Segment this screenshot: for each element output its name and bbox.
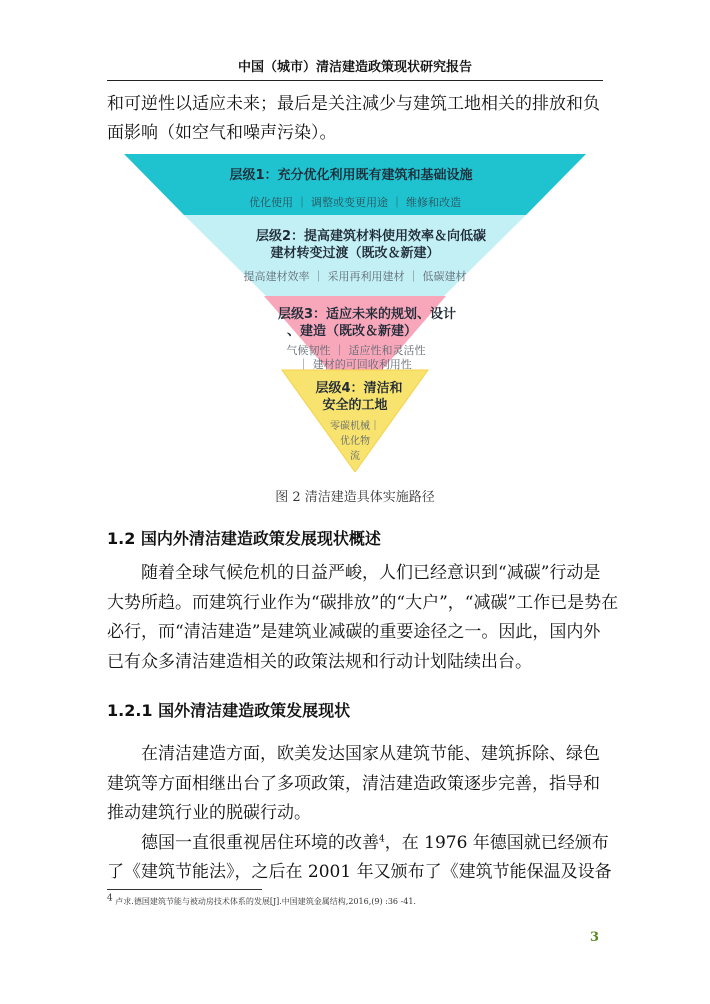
level3-subtitle-line1: 气候韧性 ｜ 适应性和灵活性	[286, 344, 426, 357]
footnote-mark: 4	[107, 893, 113, 904]
section-1-2-line-2: 大势所趋。而建筑行业作为“碳排放”的“大户”，“减碳”工作已是势在	[107, 593, 619, 613]
figure-caption: 图 2 清洁建造具体实施路径	[275, 490, 435, 505]
footnote-divider	[107, 889, 262, 890]
footnote-text: 卢求.德国建筑节能与被动房技术体系的发展[J].中国建筑金属结构,2016,(9) :36 -41.	[112, 897, 416, 906]
level4-subtitle-line2: 优化物	[340, 436, 370, 447]
footnote-reference: 4	[379, 834, 385, 845]
section-1-2-1-line-2: 建筑等方面相继出台了多项政策，清洁建造政策逐步完善，指导和	[107, 774, 600, 794]
section-1-2-line-4: 已有众多清洁建造相关的政策法规和行动计划陆续出台。	[107, 652, 532, 672]
header-divider	[107, 80, 603, 81]
section-1-2-1-line-1: 在清洁建造方面，欧美发达国家从建筑节能、建筑拆除、绿色	[141, 744, 600, 764]
level3-title-line2: 、建造（既改＆新建）	[286, 324, 418, 339]
section-1-2-line-1: 随着全球气候危机的日益严峻，人们已经意识到“减碳”行动是	[141, 563, 601, 583]
footnote	[107, 893, 416, 907]
level4-title-line1: 层级4：清洁和	[315, 381, 403, 396]
level3-title-line1: 层级3：适应未来的规划、设计	[277, 307, 457, 322]
section-1-2-1-line-3: 推动建筑行业的脱碳行动。	[107, 803, 311, 823]
level3-subtitle-line2: ｜ 建材的可回收利用性	[298, 358, 412, 371]
section-heading-1-2-1: 1.2.1 国外清洁建造政策发展现状	[107, 701, 351, 720]
section-1-2-1-line-4	[141, 832, 641, 854]
intro-line-1: 和可逆性以适应未来；最后是关注减少与建筑工地相关的排放和负	[107, 94, 600, 114]
level1-title: 层级1：充分优化利用既有建筑和基础设施	[229, 168, 473, 183]
section-1-2-line-3: 必行，而“清洁建造”是建筑业减碳的重要途径之一。因此，国内外	[107, 622, 601, 642]
page-number: 3	[590, 930, 600, 945]
level4-subtitle-line1: 零碳机械｜	[330, 421, 380, 432]
level4-title-line2: 安全的工地	[322, 398, 388, 413]
header-title: 中国（城市）清洁建造政策现状研究报告	[237, 60, 472, 75]
level1-subtitle: 优化使用 ｜ 调整或变更用途 ｜ 维修和改造	[249, 196, 461, 209]
level4-subtitle-line3: 流	[350, 451, 360, 462]
intro-line-2: 面影响（如空气和噪声污染）。	[107, 123, 337, 143]
level2-title-line1: 层级2：提高建筑材料使用效率＆向低碳	[255, 229, 487, 244]
level2-title-line2: 建材转变过渡（既改＆新建）	[270, 246, 440, 261]
level2-subtitle: 提高建材效率 ｜ 采用再利用建材 ｜ 低碳建材	[243, 270, 467, 283]
section-1-2-1-line-5: 了《建筑节能法》，之后在 2001 年又颁布了《建筑节能保温及设备	[107, 862, 612, 882]
line-4-text-a: 德国一直很重视居住环境的改善	[141, 833, 379, 853]
section-heading-1-2: 1.2 国内外清洁建造政策发展现状概述	[107, 529, 381, 548]
clean-construction-pyramid	[124, 154, 586, 472]
line-4-text-b: ，在 1976 年德国就已经颁布	[384, 833, 609, 853]
